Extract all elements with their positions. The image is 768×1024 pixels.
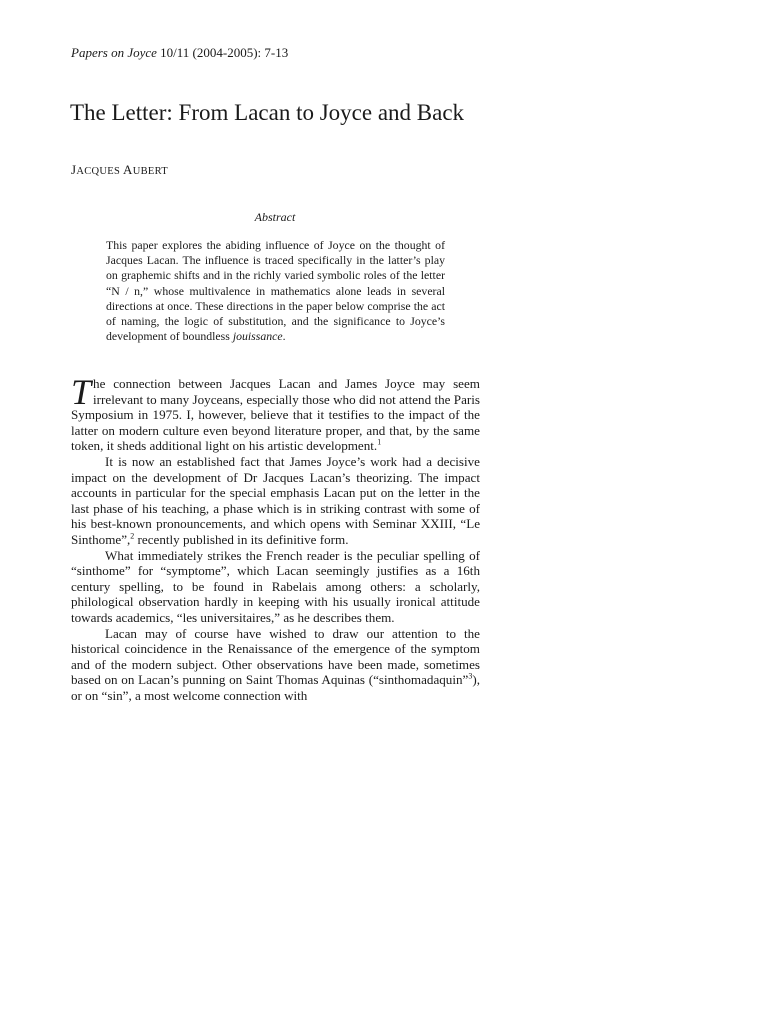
article-body bbox=[71, 372, 480, 703]
paragraph-2-text-b: recently published in its definitive form. bbox=[134, 531, 349, 547]
paragraph-4-text-b: ), or on “sin”, a most welcome connection with bbox=[71, 672, 480, 703]
footnote-ref-2[interactable]: 2 bbox=[130, 531, 135, 541]
footnote-ref-3[interactable]: 3 bbox=[468, 671, 473, 681]
author-initial-first: J bbox=[71, 162, 77, 177]
paragraph-4-text-a: Lacan may of course have wished to draw our attention to the historical coincidence in the Renaissance of the emergence of the symptom and of the modern subject. Other observations have been made, sometimes based on on Lacan’s punning on Saint Thomas Aquinas (“sinthomadaquin” bbox=[71, 625, 480, 688]
body-paragraph-1 bbox=[71, 372, 480, 454]
abstract-text bbox=[106, 238, 445, 344]
body-paragraph-4 bbox=[71, 626, 480, 704]
drop-cap: T bbox=[71, 372, 92, 412]
author-rest-last: UBERT bbox=[132, 166, 169, 177]
paragraph-2-text-a: It is now an established fact that James Joyce’s work had a decisive impact on the development of Dr Jacques Lacan’s theorizing. The impact accounts in particular for the special emphasis Lacan put on the letter in the last phase of his teaching, a phase which is in striking contrast with some of his best-known pronouncements, and which opens with Seminar XXIII, “Le Sinthome”, bbox=[71, 453, 480, 547]
body-paragraph-3: What immediately strikes the French reader is the peculiar spelling of “sinthome” for “symptome”, which Lacan seemingly justifies as a 16th century spelling, to be found in Rabelais among others: a scholarly, philological observation hardly in keeping with his usually ironical attitude towards academics, “les universitaires,” as he describes them. bbox=[71, 547, 480, 625]
author-initial-last: A bbox=[123, 162, 133, 177]
abstract-main-text: This paper explores the abiding influence of Joyce on the thought of Jacques Lacan. The influence is traced specifically in the latter’s play on graphemic shifts and in the richly varied symbolic roles of the letter “N / n,” whose multivalence in mathematics alone leads in several directions at once. These directions in the paper below comprise the act of naming, the logic of substitution, and the significance to Joyce’s development of boundless bbox=[106, 238, 445, 344]
author-rest-first: ACQUES bbox=[76, 166, 121, 177]
journal-name: Papers on Joyce bbox=[71, 45, 157, 60]
footnote-ref-1[interactable]: 1 bbox=[377, 438, 382, 448]
abstract-italic-term: jouissance bbox=[232, 329, 283, 344]
article-author bbox=[71, 162, 168, 180]
abstract-heading: Abstract bbox=[254, 210, 296, 224]
journal-reference bbox=[71, 45, 288, 61]
body-paragraph-2 bbox=[71, 454, 480, 548]
journal-details: 10/11 (2004-2005): 7-13 bbox=[160, 45, 289, 60]
article-title: The Letter: From Lacan to Joyce and Back bbox=[70, 100, 465, 125]
paragraph-1-text: he connection between Jacques Lacan and James Joyce may seem irrelevant to many Joyceans, especially those who did not attend the Paris Symposium in 1975. I, however, believe that it testifies to the impact of the latter on modern culture even beyond literature proper, and that, by the same token, it sheds additional light on his artistic development. bbox=[71, 376, 480, 454]
abstract-end-punct: . bbox=[282, 329, 286, 344]
